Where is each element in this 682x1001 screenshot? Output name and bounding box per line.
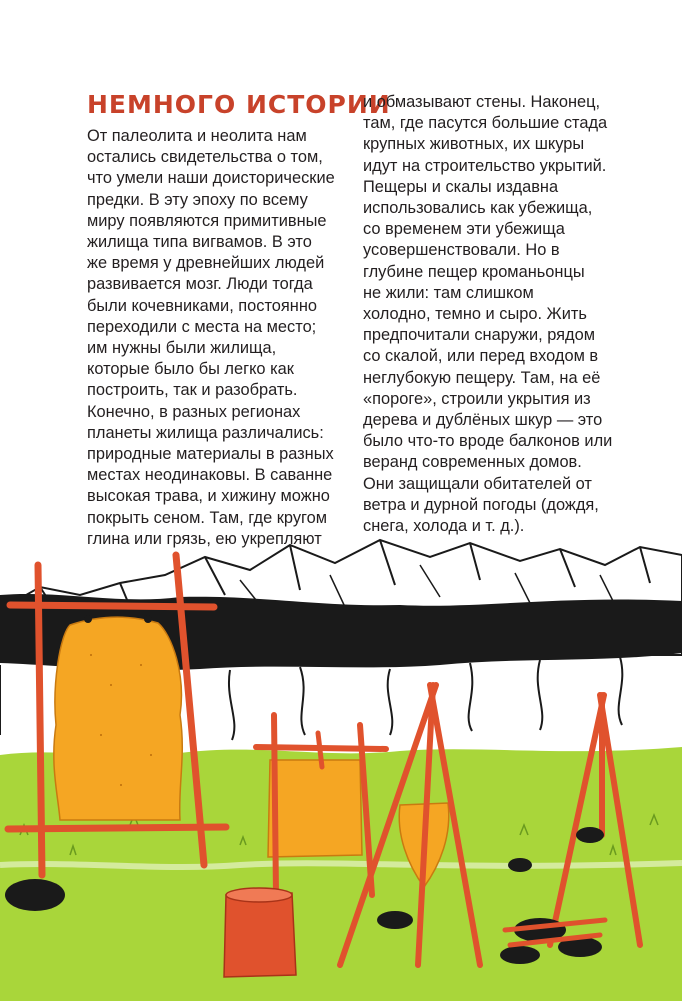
- text-line: ветра и дурной погоды (дождя,: [363, 495, 599, 514]
- text-line: что умели наши доисторические: [87, 169, 335, 188]
- text-line: остались свидетельства о том,: [87, 148, 323, 167]
- text-line: Конечно, в разных регионах: [87, 402, 301, 421]
- text-column-right: [363, 92, 612, 537]
- text-line: глина или грязь, ею укрепляют: [87, 529, 322, 548]
- text-line: и обмазывают стены. Наконец,: [363, 93, 601, 111]
- text-line: усовершенствовали. Но в: [363, 241, 560, 260]
- text-line: дерева и дублёных шкур — это: [363, 411, 603, 430]
- text-line: снега, холода и т. д.).: [363, 517, 525, 536]
- text-line: использовались как убежища,: [363, 199, 593, 218]
- text-line: От палеолита и неолита нам: [87, 127, 307, 145]
- text-line: были кочевниками, постоянно: [87, 296, 318, 315]
- text-line: холодно, темно и сыро. Жить: [363, 305, 587, 324]
- tree-stump: [224, 888, 296, 977]
- text-line: веранд современных домов.: [363, 453, 582, 472]
- text-line: неглубокую пещеру. Там, на её: [363, 368, 601, 387]
- text-line: построить, так и разобрать.: [87, 381, 298, 400]
- text-line: со скалой, или перед входом в: [363, 347, 599, 366]
- prehistoric-camp-illustration: [0, 535, 682, 1001]
- text-line: развивается мозг. Люди тогда: [87, 275, 313, 294]
- text-line: планеты жилища различались:: [87, 423, 324, 442]
- text-line: высокая трава, и хижину можно: [87, 487, 330, 506]
- text-line: было что-то вроде балконов или: [363, 432, 613, 451]
- text-line: предки. В эту эпоху по всему: [87, 190, 308, 209]
- text-line: со временем эти убежища: [363, 220, 565, 239]
- text-line: крупных животных, их шкуры: [363, 135, 585, 154]
- text-line: Пещеры и скалы издавна: [363, 177, 559, 196]
- text-line: не жили: там слишком: [363, 283, 534, 302]
- text-line: идут на строительство укрытий.: [363, 156, 607, 175]
- text-line: миру появляются примитивные: [87, 211, 327, 230]
- text-line: глубине пещер кроманьонцы: [363, 262, 585, 281]
- text-line: жилища типа вигвамов. В это: [87, 233, 312, 252]
- section-heading: НЕМНОГО ИСТОРИИ: [87, 90, 391, 119]
- text-line: там, где пасутся большие стада: [363, 114, 608, 133]
- text-line: покрыть сеном. Там, где кругом: [87, 508, 328, 527]
- text-line: «пороге», строили укрытия из: [363, 389, 591, 408]
- text-line: местах неодинаковы. В саванне: [87, 466, 333, 485]
- text-line: Они защищали обитателей от: [363, 474, 592, 493]
- text-line: же время у древнейших людей: [87, 254, 325, 273]
- text-line: им нужны были жилища,: [87, 339, 277, 358]
- text-column-left: [87, 126, 335, 550]
- text-line: предпочитали снаружи, рядом: [363, 326, 596, 345]
- text-line: которые было бы легко как: [87, 360, 294, 379]
- text-line: природные материалы в разных: [87, 445, 334, 464]
- text-line: переходили с места на место;: [87, 317, 317, 336]
